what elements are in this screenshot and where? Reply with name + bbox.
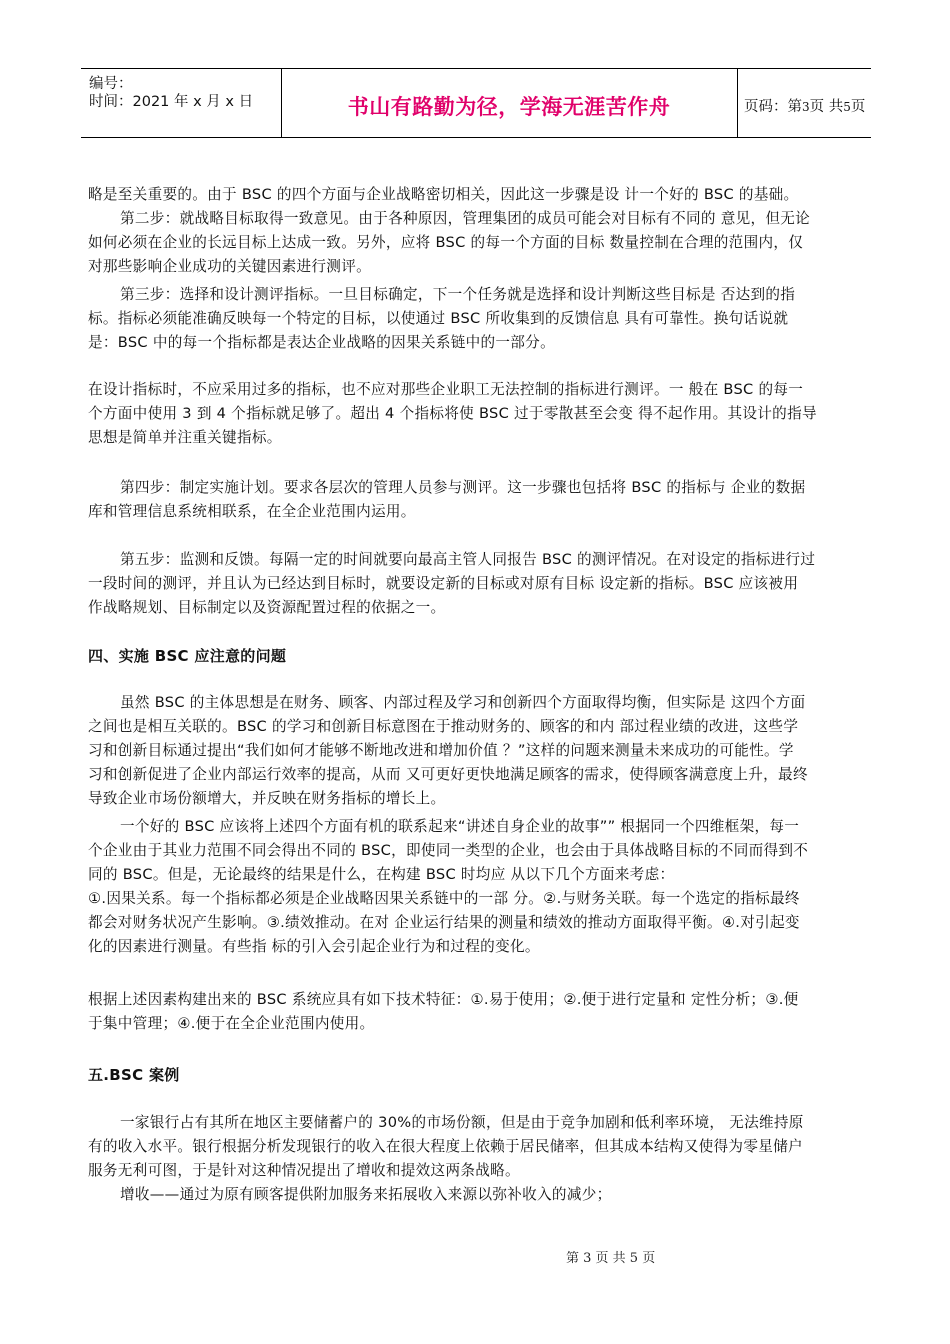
page-footer: 第 3 页 共 5 页 — [566, 1251, 656, 1266]
body-line: 第五步：监测和反馈。每隔一定的时间就要向最高主管人同报告 BSC 的测评情况。在对设定的指标进行过 — [120, 551, 816, 568]
section-heading: 四、实施 BSC 应注意的问题 — [88, 647, 287, 665]
page-code-suffix: 页 — [850, 99, 866, 115]
header-page-cell — [738, 69, 871, 137]
page-code-mid: 页 共 — [809, 99, 844, 115]
body-line: 于集中管理；④.便于在全企业范围内使用。 — [88, 1015, 375, 1032]
body-line: 之间也是相互关联的。BSC 的学习和创新目标意图在于推动财务的、顾客的和内 部过程业绩的改进，这些学 — [88, 718, 799, 735]
body-line: 一段时间的测评，并且认为已经达到目标时，就要设定新的目标或对原有目标 设定新的指标。BSC 应该被用 — [88, 575, 799, 592]
body-line: 个企业由于其业力范围不同会得出不同的 BSC，即使同一类型的企业，也会由于具体战略目标的不同而得到不 — [88, 842, 809, 859]
document-header — [81, 68, 871, 138]
body-line: 化的因素进行测量。有些指 标的引入会引起企业行为和过程的变化。 — [88, 938, 540, 955]
body-line: 都会对财务状况产生影响。③.绩效推动。在对 企业运行结果的测量和绩效的推动方面取得平衡。④.对引起变 — [88, 914, 800, 931]
body-line: ①.因果关系。每一个指标都必须是企业战略因果关系链中的一部 分。②.与财务关联。每一个选定的指标最终 — [88, 890, 800, 907]
body-line: 第四步：制定实施计划。要求各层次的管理人员参与测评。这一步骤也包括将 BSC 的指标与 企业的数据 — [120, 479, 806, 496]
body-line: 第三步：选择和设计测评指标。一旦目标确定，下一个任务就是选择和设计判断这些目标是 否达到的指 — [120, 286, 796, 303]
body-line: 第二步：就战略目标取得一致意见。由于各种原因，管理集团的成员可能会对目标有不同的 意见，但无论 — [120, 210, 811, 227]
body-line: 根据上述因素构建出来的 BSC 系统应具有如下技术特征：①.易于使用；②.便于进行定量和 定性分析；③.便 — [88, 991, 799, 1008]
body-line: 导致企业市场份额增大，并反映在财务指标的增长上。 — [88, 790, 446, 807]
header-motto-cell — [281, 69, 738, 137]
body-line: 是：BSC 中的每一个指标都是表达企业战略的因果关系链中的一部分。 — [88, 334, 555, 351]
body-line: 标。指标必须能准确反映每一个特定的目标，以使通过 BSC 所收集到的反馈信息 具有可靠性。换句话说就 — [88, 310, 789, 327]
page-code — [744, 95, 865, 116]
body-line: 服务无利可图，于是针对这种情况提出了增收和提效这两条战略。 — [88, 1162, 520, 1179]
section-heading: 五.BSC 案例 — [88, 1066, 180, 1084]
body-line: 同的 BSC。但是，无论最终的结果是什么，在构建 BSC 时均应 从以下几个方面来考虑： — [88, 866, 675, 883]
document-time: 时间：2021 年 x 月 x 日 — [89, 94, 254, 110]
body-line: 虽然 BSC 的主体思想是在财务、顾客、内部过程及学习和创新四个方面取得均衡，但实际是 这四个方面 — [120, 694, 806, 711]
page-code-prefix: 页码：第 — [744, 99, 802, 115]
page-total: 5 — [843, 100, 851, 114]
body-line: 库和管理信息系统相联系，在全企业范围内运用。 — [88, 503, 416, 520]
body-line: 习和创新目标通过提出“我们如何才能够不断地改进和增加价值 ？”这样的问题来测量未来成功的可能性。学 — [88, 742, 794, 759]
page-current: 3 — [802, 100, 810, 114]
body-line: 一个好的 BSC 应该将上述四个方面有机的联系起来“讲述自身企业的故事”” 根据同一个四维框架，每一 — [120, 818, 800, 835]
motto-text: 书山有路勤为径，学海无涯苦作舟 — [347, 95, 671, 119]
body-line: 略是至关重要的。由于 BSC 的四个方面与企业战略密切相关，因此这一步骤是设 计一个好的 BSC 的基础。 — [88, 186, 799, 203]
body-line: 对那些影响企业成功的关键因素进行测评。 — [88, 258, 371, 275]
body-line: 有的收入水平。银行根据分析发现银行的收入在很大程度上依赖于居民储率，但其成本结构又使得为零星储户 — [88, 1138, 803, 1155]
body-line: 个方面中使用 3 到 4 个指标就足够了。超出 4 个指标将使 BSC 过于零散甚至会变 得不起作用。其设计的指导 — [88, 405, 817, 422]
body-line: 一家银行占有其所在地区主要储蓄户的 30%的市场份额，但是由于竞争加剧和低利率环境， 无法维持原 — [120, 1114, 804, 1131]
body-line: 习和创新促进了企业内部运行效率的提高，从而 又可更好更快地满足顾客的需求，使得顾客满意度上升，最终 — [88, 766, 808, 783]
document-code: 编号： — [89, 76, 133, 92]
header-meta-cell — [81, 69, 282, 137]
body-line: 思想是简单并注重关键指标。 — [88, 429, 282, 446]
body-line: 在设计指标时，不应采用过多的指标，也不应对那些企业职工无法控制的指标进行测评。一 般在 BSC 的每一 — [88, 381, 804, 398]
body-line: 作战略规划、目标制定以及资源配置过程的依据之一。 — [88, 599, 446, 616]
body-line: 增收——通过为原有顾客提供附加服务来拓展收入来源以弥补收入的减少； — [120, 1186, 612, 1203]
body-line: 如何必须在企业的长远目标上达成一致。另外，应将 BSC 的每一个方面的目标 数量控制在合理的范围内，仅 — [88, 234, 804, 251]
